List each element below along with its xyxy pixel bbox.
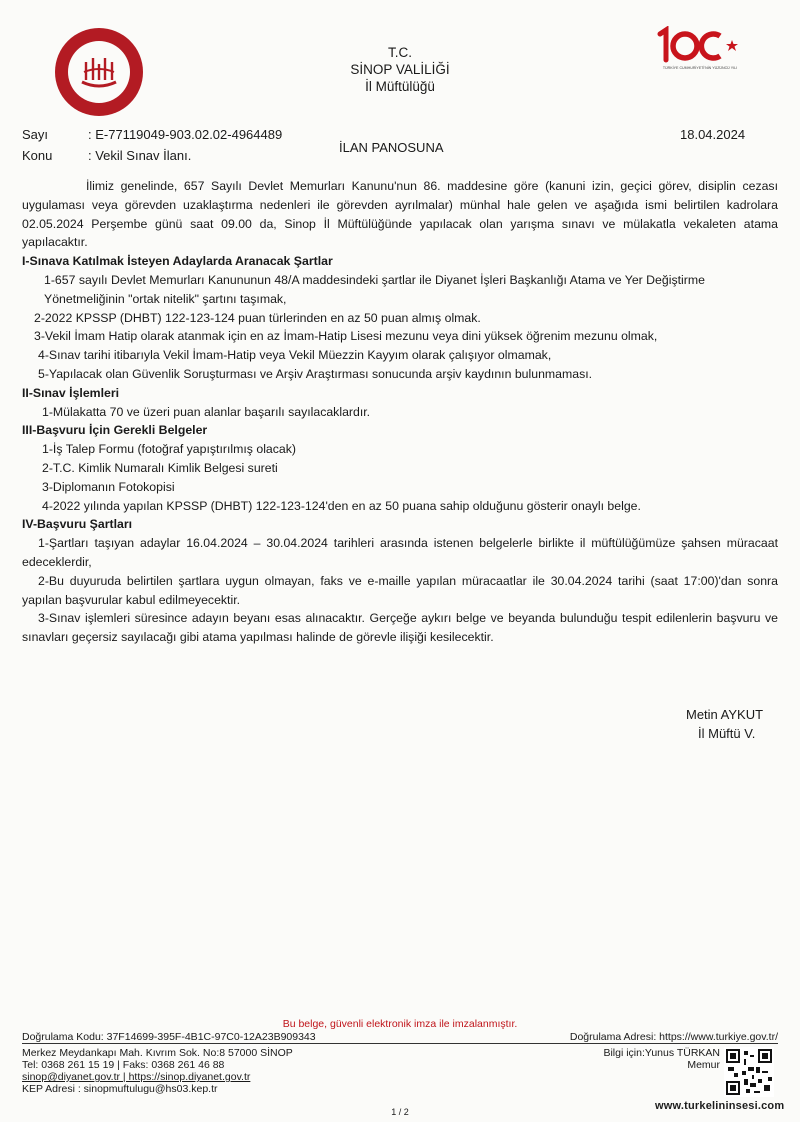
sayi-label: Sayı <box>22 127 49 142</box>
intro-paragraph: İlimiz genelinde, 657 Sayılı Devlet Memurları Kanunu'nun 86. maddesine göre (kanuni izin, geçici görev, disiplin cezası uygulaması veya görevden uzaklaştırma nedenleri ile görevden ayrılmalar) münhal hale gelen ve aşağıda ismi belirtilen kadrolara 02.05.2024 Perşembe günü saat 09.00 da, Sinop İl Müftülüğünde yapılacak olan yarışma sınavı ve mülakatla vekaleten atama yapılacaktır. <box>22 179 778 250</box>
page-number: 1 / 2 <box>391 1107 409 1117</box>
office-kep: KEP Adresi : sinopmuftulugu@hs03.kep.tr <box>22 1083 218 1095</box>
office-address: Merkez Meydankapı Mah. Kıvrım Sok. No:8 57000 SİNOP <box>22 1047 293 1059</box>
section-1-title: I-Sınava Katılmak İsteyen Adaylarda Aranacak Şartlar <box>22 254 333 269</box>
section-2-title: II-Sınav İşlemleri <box>22 385 120 400</box>
s2-item: 1-Mülakatta 70 ve üzeri puan alanlar başarılı sayılacaklardır. <box>42 404 371 419</box>
office-email[interactable]: sinop@diyanet.gov.tr | https://sinop.diyanet.gov.tr <box>22 1071 251 1083</box>
s4-item: 1-Şartları taşıyan adaylar 16.04.2024 – 30.04.2024 tarihleri arasında istenen belgelerle birlikte il müftülüğümüze şahsen müracaat edeceklerdir, <box>22 536 778 569</box>
centennial-100-icon <box>652 26 748 68</box>
footer-divider <box>22 1043 778 1044</box>
section-4-title: IV-Başvuru Şartları <box>22 517 133 532</box>
sayi-value: : E-77119049-903.02.02-4964489 <box>88 127 283 142</box>
signer-name: Metin AYKUT <box>686 707 764 722</box>
document-date: 18.04.2024 <box>680 127 746 142</box>
s3-item: 4-2022 yılında yapılan KPSSP (DHBT) 122-123-124'den en az 50 puana sahip olduğunu gösterir onaylı belge. <box>42 498 641 513</box>
s4-item: 2-Bu duyuruda belirtilen şartlara uygun olmayan, faks ve e-maille yapılan müracaatlar ile 30.04.2024 tarihi (saat 17:00)'dan sonra yapılan başvurular kabul edilmeyecektir. <box>22 573 778 607</box>
diyanet-logo-emblem <box>68 41 130 103</box>
ilan-panosu: İLAN PANOSUNA <box>339 140 444 155</box>
site-watermark: www.turkelininsesi.com <box>655 1100 785 1112</box>
konu-value: : Vekil Sınav İlanı. <box>88 148 192 163</box>
section-3-title: III-Başvuru İçin Gerekli Belgeler <box>22 423 208 438</box>
calligraphy-icon <box>76 52 122 92</box>
contact-title: Memur <box>687 1059 720 1071</box>
s3-item: 3-Diplomanın Fotokopisi <box>42 479 175 494</box>
verification-row <box>22 1031 778 1043</box>
qr-code-icon <box>724 1047 774 1097</box>
s1-item: 5-Yapılacak olan Güvenlik Soruşturması ve Arşiv Araştırması sonucunda arşiv kaydının bulunmaması. <box>38 366 593 381</box>
contact-name: Bilgi için:Yunus TÜRKAN <box>603 1047 720 1059</box>
s4-item: 3-Sınav işlemleri süresince adayın beyanı esas alınacaktır. Gerçeğe aykırı belge ve beyanda bulunduğu tespit edilenlerin başvuru ve sınavları geçersiz sayılacağı gibi atama yapılması halinde de görevle ilişiği kesilecektir. <box>22 611 778 645</box>
konu-label: Konu <box>22 148 53 163</box>
s3-item: 1-İş Talep Formu (fotoğraf yapıştırılmış olacak) <box>42 442 296 457</box>
s1-item: 2-2022 KPSSP (DHBT) 122-123-124 puan türlerinden en az 50 puan almış olmak. <box>34 310 481 325</box>
s3-item: 2-T.C. Kimlik Numaralı Kimlik Belgesi sureti <box>42 460 278 475</box>
centennial-logo <box>652 26 748 78</box>
s1-item: 1-657 sayılı Devlet Memurları Kanununun 48/A maddesindeki şartlar ile Diyanet İşleri Başkanlığı Atama ve Yer Değiştirme Yönetmeliğinin "ortak nitelik" şartını taşımak, <box>44 272 705 306</box>
qr-code <box>724 1047 774 1097</box>
verification-address[interactable]: Doğrulama Adresi: https://www.turkiye.gov.tr/ <box>569 1031 778 1043</box>
letterhead <box>300 44 500 95</box>
mufti-label: İl Müftülüğü <box>365 79 435 94</box>
centennial-caption: TÜRKİYE CUMHURİYETİ'NİN YÜZÜNCÜ YILI <box>662 66 738 70</box>
s1-item: 3-Vekil İmam Hatip olarak atanmak için en az İmam-Hatip Lisesi mezunu veya dini yüksek öğrenim mezunu olmak, <box>34 329 658 344</box>
esign-note: Bu belge, güvenli elektronik imza ile imzalanmıştır. <box>282 1018 518 1030</box>
office-phone: Tel: 0368 261 15 19 | Faks: 0368 261 46 88 <box>22 1059 225 1071</box>
valilik-label: SİNOP VALİLİĞİ <box>350 62 450 77</box>
document-body <box>22 177 778 647</box>
tc-label: T.C. <box>387 45 412 60</box>
signer-title: İl Müftü V. <box>698 726 756 741</box>
diyanet-logo <box>55 28 143 116</box>
signature-block <box>686 705 763 743</box>
s1-item: 4-Sınav tarihi itibarıyla Vekil İmam-Hatip veya Vekil Müezzin Kayyım olarak çalışıyor olmamak, <box>38 348 552 363</box>
contact-person <box>560 1047 720 1071</box>
verification-code: Doğrulama Kodu: 37F14699-395F-4B1C-97C0-12A23B909343 <box>22 1031 316 1043</box>
